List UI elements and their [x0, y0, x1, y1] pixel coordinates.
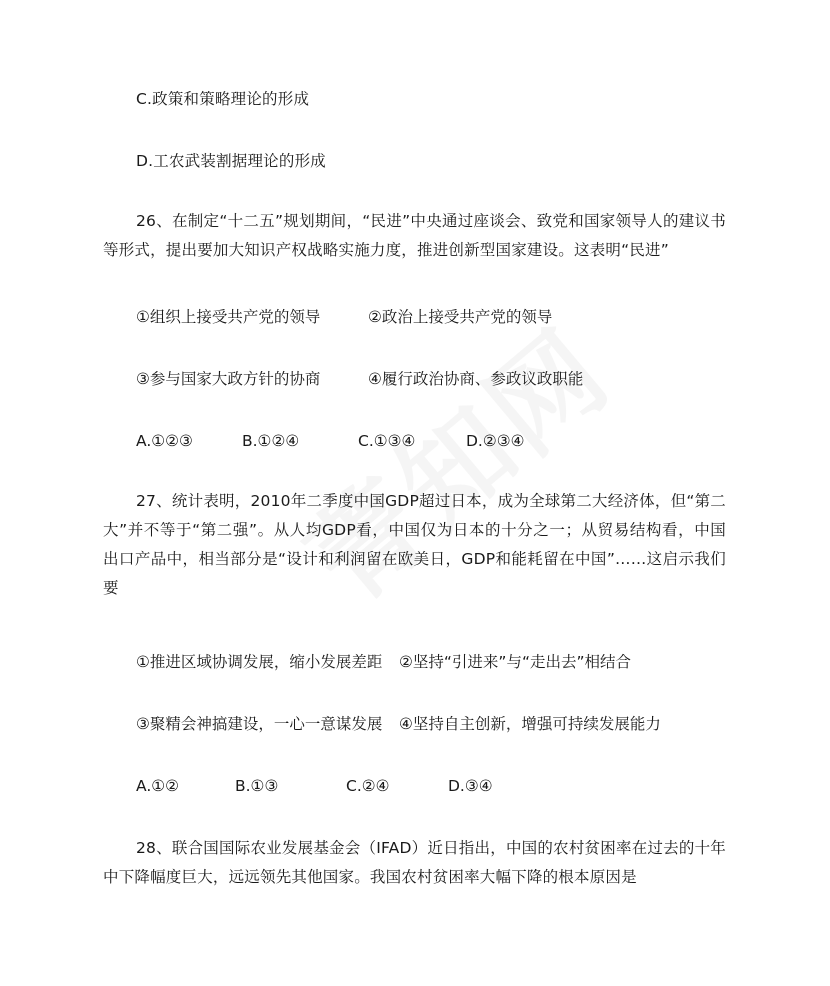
q27-choice-c: C.②④	[346, 777, 390, 795]
q26-stem: 26、在制定“十二五”规划期间，“民进”中央通过座谈会、致党和国家领导人的建议书等形式，提出要加大知识产权战略实施力度，推进创新型国家建设。这表明“民进”	[103, 212, 726, 259]
q25-option-d: D.工农武装割据理论的形成	[136, 152, 326, 170]
q26-item-4: ④履行政治协商、参政议政职能	[368, 370, 584, 388]
q25-option-c: C.政策和策略理论的形成	[136, 90, 310, 108]
q26-choice-c: C.①③④	[358, 432, 416, 450]
q27-choice-b: B.①③	[235, 777, 279, 795]
q27-stem: 27、统计表明，2010年二季度中国GDP超过日本，成为全球第二大经济体，但“第二大”并不等于“第二强”。从人均GDP看，中国仅为日本的十分之一；从贸易结构看，中国出口产品中，相当部分是“设计和利润留在欧美日，GDP和能耗留在中国”……这启示我们要	[103, 492, 726, 597]
q27-item-3: ③聚精会神搞建设，一心一意谋发展	[136, 715, 383, 733]
q27-choice-a: A.①②	[136, 777, 180, 795]
q26-choice-b: B.①②④	[242, 432, 300, 450]
q27-item-2: ②坚持“引进来”与“走出去”相结合	[399, 653, 632, 671]
q26-choice-d: D.②③④	[466, 432, 525, 450]
q26-item-1: ①组织上接受共产党的领导	[136, 308, 321, 326]
q27-choice-d: D.③④	[448, 777, 493, 795]
q28-stem: 28、联合国国际农业发展基金会（IFAD）近日指出，中国的农村贫困率在过去的十年中下降幅度巨大，远远领先其他国家。我国农村贫困率大幅下降的根本原因是	[103, 839, 726, 886]
q26-item-2: ②政治上接受共产党的领导	[368, 308, 553, 326]
q27-item-1: ①推进区域协调发展，缩小发展差距	[136, 653, 383, 671]
q27-item-4: ④坚持自主创新，增强可持续发展能力	[399, 715, 661, 733]
q26-item-3: ③参与国家大政方针的协商	[136, 370, 321, 388]
q26-choice-a: A.①②③	[136, 432, 193, 450]
